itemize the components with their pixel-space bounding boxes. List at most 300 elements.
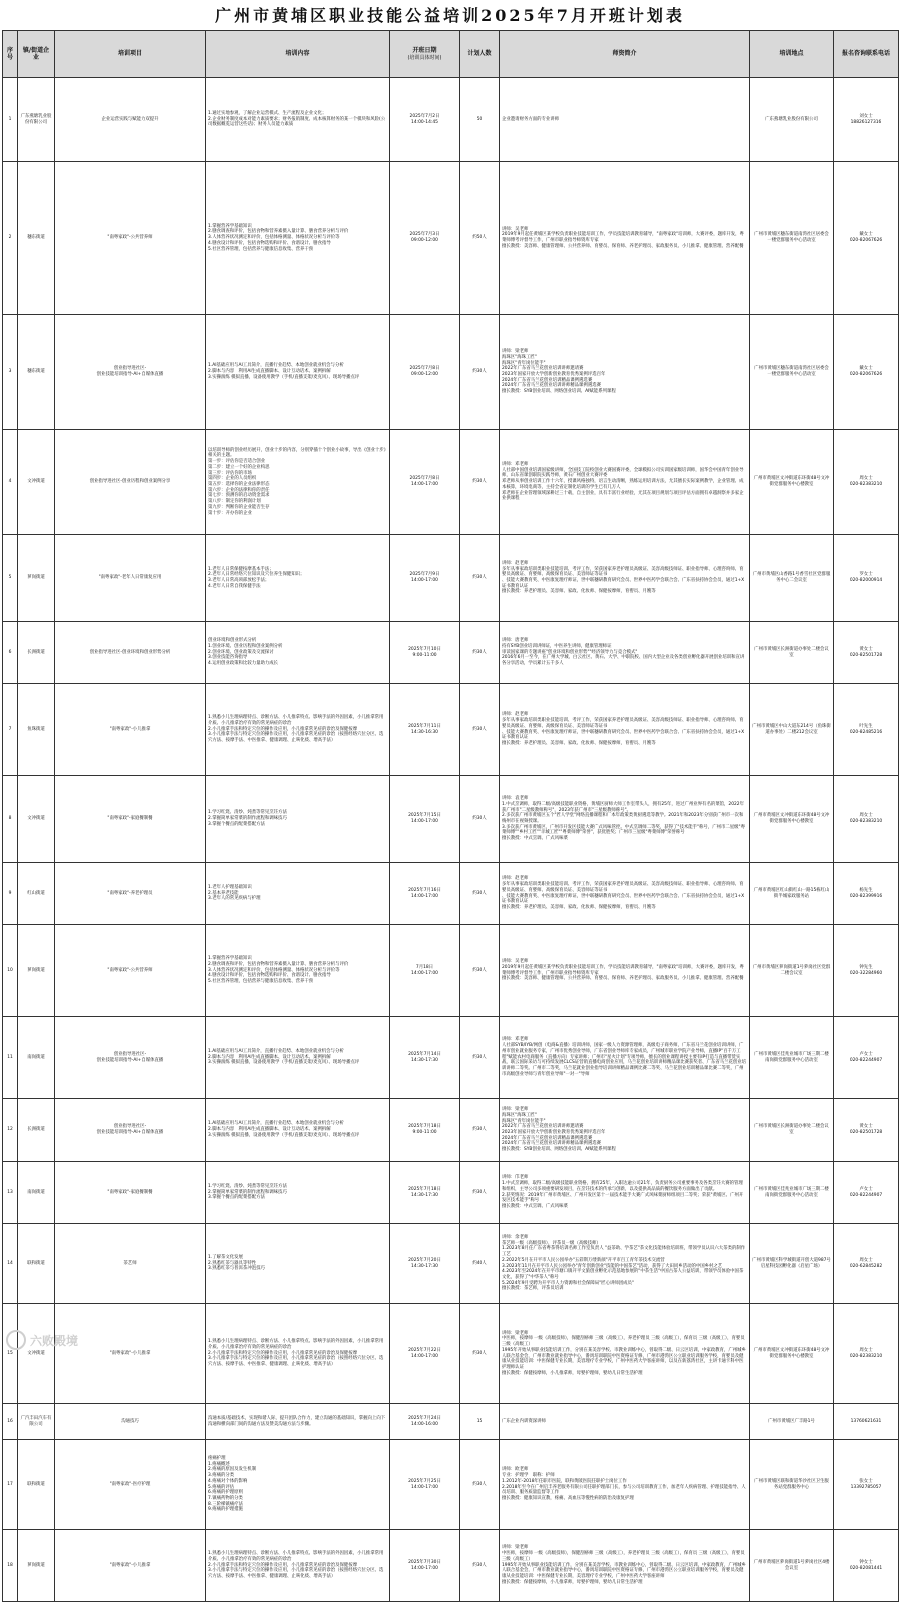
row-content-text: 1.熟悉小儿生理病理特点、诊断方法、小儿推拿特点、影响手法的外因因素，小儿推拿常用介质、小儿推拿治疗有效的常见病症的诊治 2.小儿推拿手法和特定穴位的操作及应用，小儿推拿常见症的诊治及保健按摩 3.小儿推拿手法与特定穴位的操作及应用，小儿推拿常见症的诊治（按照经络穴位分区、选穴方法、按摩手法、中医推拿、健康调理、止咳化痰、增高手法） <box>208 1339 384 1368</box>
row-content-text: 创业环境和创业形式分析 1.创业环境、创业历程和创业案例分析 2.创业环境、创业政策及交流探讨 3.创业技能咨询指导 4.运用创业政策和比较力量助力成长 <box>208 638 283 667</box>
row-date <box>390 1099 460 1162</box>
row-date <box>390 776 460 863</box>
row-count <box>460 1440 500 1530</box>
row-street <box>18 1162 55 1224</box>
row-project <box>55 1224 206 1304</box>
row-date <box>390 78 460 162</box>
row-no-text: 16 <box>7 1418 13 1424</box>
row-date-text: 2025年7月10日 9:00-11:00 <box>408 646 441 658</box>
row-street <box>18 684 55 776</box>
watermark-text: 六败殿境 <box>30 1333 79 1348</box>
row-no-text: 7 <box>8 726 12 732</box>
row-project-text: "南粤家政"-小儿推拿 <box>109 1350 151 1356</box>
row-teacher <box>500 1162 750 1224</box>
table-row <box>3 1099 899 1162</box>
row-place-text: 广州市黄埔区穗东街道南湾社区居委会一楼党群服务中心活动室 <box>754 232 829 243</box>
row-no <box>3 1404 18 1440</box>
row-teacher-text: 讲师：梁老师 中医师，按摩师 一级（高级技师），保健刮痧师 三级（高级工），养老护理员 三级（高级工），保育员 三级（高级工），育婴员 三级（高级工） 1995年开始从事职业技能培训工作，分别在某美容学校、市教业训练中心，曾取得二级、日云区培训，中家政教育，广州城乡人联合基金会，广州市教业就业指导中心，番禺培训职院中医资格证专修，广州市港湾区公立职业培训服务学校，育婴员及健康从业技能培训：中医保健专业长期，美容理疗专业学校，广州中医药大学客座讲师，以及在新荔湾社区，主讲卡通卡科中医护理师认证 擅长教授：保健按摩师，小儿推拿师，母婴护理师，婴幼儿日常生活护理 <box>502 1330 746 1376</box>
table-row <box>3 863 899 925</box>
row-street-text: 联和街道 <box>27 1260 45 1266</box>
header-date-main: 开班日期 <box>412 47 437 55</box>
row-content <box>206 1304 390 1404</box>
training-plan-table <box>2 30 899 1602</box>
row-content <box>206 1440 390 1530</box>
row-project-text: 创业指导进社区-创业环境和创业形势分析 <box>89 649 171 655</box>
row-teacher <box>500 1530 750 1602</box>
row-date-text: 2025年7月14日 14:30-17:30 <box>408 1051 441 1063</box>
row-contact <box>834 430 899 535</box>
row-place <box>750 622 834 684</box>
row-count <box>460 162 500 315</box>
row-count-text: 约30人 <box>472 967 487 973</box>
row-count <box>460 1530 500 1602</box>
row-contact <box>834 1162 899 1224</box>
row-count <box>460 535 500 622</box>
row-count-text: 50 <box>476 116 483 122</box>
row-street-text: 文冲街道 <box>27 479 45 485</box>
row-street-text: 南岗街道 <box>27 1189 45 1195</box>
row-count <box>460 78 500 162</box>
row-count-text: 约50人 <box>472 235 487 241</box>
row-street-text: 文冲街道 <box>27 816 45 822</box>
row-content-text: 1.掌握营养学基础知识 2.膳食调查和评价，包括食物和营养素摄入量计算、膳食营养分析与评价 3.人体营养状况测定和评价，包括体格测量、体格状况分析与评价等 4.膳食设计和评价，包括食物选购和评价、食谱设计、膳食指导 5.社区营养管理，包括营养与健康信息收集、营养干预 <box>208 223 349 252</box>
row-no-text: 13 <box>7 1189 13 1195</box>
row-project-text: "南粤家政"-小儿推拿 <box>109 726 151 732</box>
row-contact-text: 卢女士 020-82244907 <box>849 1186 883 1198</box>
row-no-text: 9 <box>8 890 12 896</box>
row-no <box>3 1162 18 1224</box>
header-teacher: 师资简介 <box>500 31 750 78</box>
table-row <box>3 684 899 776</box>
header-place: 培训地点 <box>750 31 834 78</box>
row-no-text: 17 <box>7 1481 13 1487</box>
row-teacher <box>500 622 750 684</box>
row-place <box>750 863 834 925</box>
row-content-text: 1.了解茶文化发展 2.熟悉红茶与器具等特性 3.熟悉红茶与普洱茶冲泡技巧 <box>208 1254 265 1272</box>
row-project <box>55 1440 206 1530</box>
row-contact <box>834 684 899 776</box>
row-date-text: 2025年7月16日 14:00-17:00 <box>408 887 441 899</box>
row-street <box>18 1440 55 1530</box>
row-content-text: 1.学习红烧、清炒、炖煮等常见烹饪方法 2.掌握简单家常菜的制作流程和调味技巧 3.掌握个餐点的配菜搭配方法 <box>208 1183 287 1201</box>
row-count-text: 15 <box>476 1418 483 1424</box>
row-contact <box>834 1530 899 1602</box>
row-street-text: 文冲街道 <box>27 1350 45 1356</box>
row-project-text: 创业指导进社区- 创业技能培训指导-AI+自媒体直播 <box>96 1051 164 1063</box>
row-content <box>206 1224 390 1304</box>
table-row <box>3 1304 899 1404</box>
row-place-text: 广州市黄埔区长洲街道办事处二楼会议室 <box>754 646 829 658</box>
row-count-text: 约30人 <box>472 890 487 896</box>
row-content <box>206 863 390 925</box>
row-count-text: 约30人 <box>472 726 487 732</box>
row-contact <box>834 1224 899 1304</box>
row-no <box>3 1017 18 1099</box>
row-contact <box>834 162 899 315</box>
row-content <box>206 535 390 622</box>
row-place-text: 广州市黄埔区中山大道东214号（鱼珠街道办事处）二楼212会议室 <box>752 723 831 735</box>
row-teacher-text: 讲师：赵老师 多年从事家政培训类职业技能培训、考评工作，荣获国家养老护理员高级证、美容高级技师证、职业指导师、心理咨询师、育婴员高级证、育婴师、高级保育员证、美容师证等证书 、技能大赛教育奖、中医康复理疗师证，世中联穗研教育研究会员、世界中医药学会联合会、广东省扶持协会会员，通过1+X证书教育认证 擅长教授：养老护理员、美容师、家政、化妆师、保健按摩师，育婴员、月嫂等 <box>502 712 745 746</box>
row-contact <box>834 1017 899 1099</box>
row-count-text: 约30人 <box>472 369 487 375</box>
row-teacher-text: 讲师：吴老师 2019年9月起任黄埔区某学校负责职业技能培训工作，学员技能培训教育辅导，"南粤家政"培训师，大赛评委，题库开发，粤菜师傅考评督导工作，广州市职业指导师资库专家 擅长教授：美容师、健康管理师、公共营养师、育婴员、保育师、养老护理员、家政服务员、小儿推拿、健康管理、营养配餐 <box>502 959 744 982</box>
row-contact <box>834 535 899 622</box>
row-teacher-text: 企业邀请财务方面的专业讲师 <box>502 116 560 122</box>
row-street <box>18 622 55 684</box>
row-teacher-text: 讲师：吴老师 2019年9月起任黄埔区某学校负责职业技能培训工作，学员技能培训教育辅导，"南粤家政"培训师，大赛评委，题库开发，粤菜师傅考评督导工作，广州市职业指导师资库专家 擅长教授：美容师、健康管理师、公共营养师、育婴员、保育师、养老护理员、家政服务员、小儿推拿、健康管理、营养配餐 <box>502 226 744 249</box>
row-teacher-text: 讲师：赵老师 多年从事家政培训类职业技能培训、考评工作，荣获国家养老护理员高级证、美容高级技师证、职业指导师、心理咨询师、育婴员高级证、育婴师、高级保育员证、美容师证等证书 、技能大赛教育奖、中医康复理疗师证，世中联穗研教育研究会员、世界中医药学会联合会、广东省扶持协会会员，通过1+X证书教育认证 擅长教授：养老护理员、美容师、家政、化妆师、保健按摩师，育婴员、月嫂等 <box>502 876 745 910</box>
row-project-text: "南粤家政"-医疗护理 <box>109 1481 151 1487</box>
row-teacher-text: 讲师：梁老师 中医师，按摩师 一级（高级技师），保健刮痧师 三级（高级工），养老护理员 三级（高级工），保育员 三级（高级工），育婴员 三级（高级工） 1995年开始从事职业技能培训工作，分别在某美容学校、市教业训练中心，曾取得二级、日云区培训，中家政教育，广州城乡人联合基金会，广州市教业就业指导中心，番禺培训职院中医资格证专修，广州市港湾区公立职业培训服务学校，育婴员及健康从业技能培训：中医保健专业长期，美容理疗专业学校，广州中医药大学客座讲师 擅长教授：保健按摩师，小儿推拿师，母婴护理师，婴幼儿日常生活护理 <box>502 1545 746 1585</box>
row-street-text: 长洲街道 <box>27 649 45 655</box>
row-count <box>460 1017 500 1099</box>
table-row <box>3 162 899 315</box>
row-project <box>55 1304 206 1404</box>
row-teacher-text: 广东企业内训资深讲师 <box>502 1418 546 1424</box>
row-teacher <box>500 863 750 925</box>
row-contact-text: 周女士 020-82383210 <box>849 813 883 824</box>
row-date <box>390 430 460 535</box>
row-date <box>390 1530 460 1602</box>
row-teacher-text: 讲师：唐老师 持有SYB创业培训讲师证，中医养生讲师，健康管理师证 审读国家课的专题讲座"创业环境和创业形势""经济领导力与竞合模式" 2016年6月一至今，在广州大学城、白云社区、黄石、大学、中职院校、国内大型企业及各类创业孵化器开展创业培训和宣讲各分享活动，学员累计五千多人 <box>502 638 745 667</box>
row-content <box>206 1162 390 1224</box>
row-date-text: 2025年7月8日 14:00-17:00 <box>409 476 440 487</box>
row-no-text: 10 <box>7 967 13 973</box>
row-date <box>390 863 460 925</box>
row-teacher <box>500 1440 750 1530</box>
row-date <box>390 684 460 776</box>
table-row <box>3 78 899 162</box>
header-content: 培训内容 <box>206 31 390 78</box>
row-count-text: 约30人 <box>472 816 487 822</box>
row-no <box>3 162 18 315</box>
row-no-text: 3 <box>8 369 12 375</box>
row-project <box>55 430 206 535</box>
row-no-text: 6 <box>8 649 12 655</box>
row-contact-text: 杨先生 020-82399916 <box>849 887 883 899</box>
row-place <box>750 315 834 430</box>
row-no <box>3 430 18 535</box>
row-count <box>460 1099 500 1162</box>
row-teacher <box>500 776 750 863</box>
row-street-text: 长洲街道 <box>27 1127 45 1133</box>
row-no <box>3 1304 18 1404</box>
row-teacher <box>500 1404 750 1440</box>
row-no-text: 18 <box>7 1562 13 1568</box>
row-content-text: 疼痛护理 1.疼痛概述 2.疼痛的原因及发生机制 3.疼痛的分类 4.疼痛对个体的影响 5.疼痛的评估 6.疼痛的护理原则 7.镇痛药物的分类 8.三阶梯镇痛疗法 9.疼痛的护理措施 <box>208 1455 257 1513</box>
row-place-text: 广州市黄埔区文冲街道东环街48号文冲街党群服务中心楼教室 <box>753 476 830 487</box>
row-date-text: 2025年7月22日 14:00-17:00 <box>408 1347 441 1359</box>
row-content <box>206 315 390 430</box>
row-date <box>390 535 460 622</box>
row-content-text: 1.通过实地参观，了解企业运营模式、生产流程及企业文化； 2.企业财务制度成本对能力素质要求；财务报销制度、成本核算财务的某一个模块和风险(公司数据概览运营这些话)；财务人员能力素质 <box>208 110 386 128</box>
row-no <box>3 1530 18 1602</box>
row-content-text: 1.学习红烧、清炒、炖煮等常见烹饪方法 2.掌握简单家常菜的制作流程和调味技巧 3.掌握个餐点的配菜搭配方法 <box>208 810 287 827</box>
row-contact-text: 黄女士 020-82501728 <box>849 1124 883 1135</box>
row-project <box>55 1162 206 1224</box>
row-date-text: 2025年7月2日 14:00-14:45 <box>409 113 440 125</box>
row-date-text: 2025年7月24日 14:00-16:00 <box>408 1415 441 1427</box>
row-contact-text: 钟女士 020-82081441 <box>849 1559 883 1571</box>
row-date-text: 2025年7月8日 09:00-12:00 <box>409 366 440 377</box>
row-date-text: 2025年7月18日 14:30-17:30 <box>408 1186 441 1198</box>
row-project <box>55 863 206 925</box>
row-date-text: 2025年7月15日 14:00-17:00 <box>408 813 441 824</box>
row-count <box>460 1404 500 1440</box>
row-street-text: 鱼珠街道 <box>27 726 45 732</box>
row-place <box>750 1304 834 1404</box>
row-place-text: 广州市黄埔区山香路1号香雪社区党群服务中心二会议室 <box>752 572 831 583</box>
row-project <box>55 162 206 315</box>
row-contact-text: 周女士 020-82383210 <box>849 476 883 487</box>
row-content <box>206 1099 390 1162</box>
row-no-text: 14 <box>7 1260 13 1266</box>
row-date-text: 2025年7月18日 9:00-11:00 <box>408 1124 441 1135</box>
row-count <box>460 1224 500 1304</box>
row-date <box>390 1224 460 1304</box>
row-contact <box>834 776 899 863</box>
row-street-text: 广汽丰田汽车有限公司 <box>20 1415 52 1427</box>
row-project-text: "南粤家政"-家庭餐制餐 <box>107 1189 153 1195</box>
row-street-text: 萝岗街道 <box>27 967 45 973</box>
table-row <box>3 776 899 863</box>
row-no-text: 1 <box>8 116 12 122</box>
row-street <box>18 1530 55 1602</box>
row-contact-text: 刘女士 18826127316 <box>850 113 882 125</box>
row-street-text: 联和街道 <box>27 1481 45 1487</box>
row-count-text: 约40人 <box>472 1260 487 1266</box>
row-teacher <box>500 315 750 430</box>
row-street <box>18 78 55 162</box>
row-content <box>206 684 390 776</box>
row-count-text: 约30人 <box>472 1127 487 1133</box>
row-project <box>55 315 206 430</box>
row-date <box>390 925 460 1017</box>
row-date-text: 2025年7月11日 14:30-16:30 <box>408 723 441 735</box>
row-no <box>3 776 18 863</box>
row-content <box>206 622 390 684</box>
row-street <box>18 162 55 315</box>
row-teacher <box>500 430 750 535</box>
row-contact-text: 叶先生 020-82485216 <box>849 723 883 735</box>
row-project <box>55 776 206 863</box>
row-street <box>18 863 55 925</box>
page-title: 广州市黄埔区职业技能公益培训2025年7月开班计划表 <box>215 6 685 25</box>
row-count <box>460 1304 500 1404</box>
header-contact: 报名咨询联系电话 <box>834 31 899 78</box>
row-date-text: 2025年7月3日 09:00-12:00 <box>409 232 440 243</box>
row-project-text: "南粤家政"-老年人日常康复应用 <box>98 575 162 581</box>
row-place <box>750 1099 834 1162</box>
row-no-text: 2 <box>8 235 12 241</box>
row-date <box>390 622 460 684</box>
row-place-text: 广州市黄埔区萝岗街道1号萝岗社区4楼会议室 <box>753 1559 830 1571</box>
table-row <box>3 622 899 684</box>
row-content <box>206 162 390 315</box>
row-place <box>750 1224 834 1304</box>
row-place <box>750 430 834 535</box>
row-content-text: 1.AI基础应用与AI工具简介，直播行业趋势、本地创业就业机会与分析 2.脚本与内容 利用AI生成直播脚本、设计互动话术、案例拆解 3.实操演练 模拟直播，设备使用教学（手机/直播支架/麦克风）、现场导播点评 <box>208 1121 360 1138</box>
row-count <box>460 1162 500 1224</box>
row-project-text: "南粤家政"-公共营养师 <box>107 967 153 973</box>
row-place-text: 广东燕塘乳业股份有限公司 <box>765 116 818 122</box>
row-street-text: 红山街道 <box>27 890 45 896</box>
row-project <box>55 1099 206 1162</box>
row-contact-text: 13760621631 <box>850 1418 882 1424</box>
header-street: 镇/街道企业 <box>18 31 55 78</box>
row-contact-text: 戴女士 020-82067626 <box>849 232 883 243</box>
row-street-text: 穗东街道 <box>27 235 45 241</box>
row-project <box>55 1404 206 1440</box>
row-count <box>460 925 500 1017</box>
row-project <box>55 535 206 622</box>
row-contact <box>834 1404 899 1440</box>
row-teacher-text: 讲师：邓老师 人社部SYB/IYB/网创（电商&直播）培训讲师，国家一级人力资源管理师，高级电子商务师，广东省马兰花创业培训讲师，广州市创业就业服务专家，广州市优秀创业导师，广东省创业导师库专家成员，广州城市职业学院产业导师，直播IP"百千万工程"赋能农村电商服务（直播方向）专家讲师；广州市"星火计划"专项导师，擅长的创业课程讲授主要有IP打造与直播带货实战，联云国际采访与可持续发展CLCS证营销直播电商创业应用，马兰花创业培训讲师精品课比赛获奖者、广东省马兰花创业培训讲师二等奖。广州市二等奖，马兰花就业创业指导培训讲师精品课例比赛二等奖、马兰花创业培训精品课比赛二等奖，广州市高级创业导师与青年创业导师"一对一"导师 <box>502 1037 747 1077</box>
row-teacher <box>500 1099 750 1162</box>
row-date-text: 7月18日 14:00-17:00 <box>411 964 438 976</box>
row-no <box>3 1440 18 1530</box>
table-row <box>3 925 899 1017</box>
row-content <box>206 78 390 162</box>
row-date-text: 2025年7月30日 14:00-17:00 <box>408 1559 441 1571</box>
row-place-text: 广州市黄埔区长洲街道办事处二楼会议室 <box>754 1124 829 1135</box>
header-date <box>390 31 460 78</box>
row-date-text: 2025年7月9日 14:00-17:00 <box>409 572 440 583</box>
row-street-text: 穗东街道 <box>27 369 45 375</box>
row-place-text: 广州市黄埔区广丰路1号 <box>768 1418 815 1424</box>
row-project-text: "南粤家政"-小儿推拿 <box>109 1562 151 1568</box>
row-place <box>750 776 834 863</box>
table-row <box>3 430 899 535</box>
row-no-text: 8 <box>8 816 12 822</box>
row-street <box>18 315 55 430</box>
row-content <box>206 1530 390 1602</box>
row-place <box>750 1017 834 1099</box>
row-date <box>390 1162 460 1224</box>
row-content <box>206 776 390 863</box>
row-contact <box>834 863 899 925</box>
table-header-row <box>3 31 899 78</box>
row-count-text: 约30人 <box>472 1054 487 1060</box>
row-content <box>206 1404 390 1440</box>
row-contact <box>834 1440 899 1530</box>
row-place-text: 广州市黄埔区佳兆业城市广场三期二楼南岗街党群服务中心活动室 <box>754 1186 829 1198</box>
row-contact <box>834 1304 899 1404</box>
row-content-text: 1.熟悉小儿生理病理特点、诊断方法、小儿推拿特点、影响手法的外因因素，小儿推拿常用介质、小儿推拿治疗有效的常见病症的诊治 2.小儿推拿手法和特定穴位的操作及应用，小儿推拿常见症的诊治及保健按摩 3.小儿推拿手法与特定穴位的操作及应用，小儿推拿常见症的诊治（按照经络穴位分区、选穴方法、按摩手法、中医推拿、健康调理、止咳化痰、增高手法） <box>208 1551 384 1580</box>
header-no: 序号 <box>3 31 18 78</box>
row-place-text: 广州市黄埔区文冲街道东环街48号文冲街党群服务中心楼教室 <box>753 813 830 824</box>
row-place <box>750 1162 834 1224</box>
row-street-text: 萝岗街道 <box>27 575 45 581</box>
row-date-text: 2025年7月20日 14:30-17:30 <box>408 1257 441 1269</box>
row-date <box>390 162 460 315</box>
row-contact-text: 卢女士 020-82244907 <box>849 1051 883 1063</box>
row-street <box>18 925 55 1017</box>
row-no-text: 15 <box>7 1350 13 1356</box>
row-place <box>750 162 834 315</box>
row-count-text: 约30人 <box>472 649 487 655</box>
row-project-text: "南粤家政"-家庭餐制餐 <box>107 816 153 822</box>
row-date <box>390 315 460 430</box>
row-count <box>460 622 500 684</box>
row-no <box>3 78 18 162</box>
row-content <box>206 925 390 1017</box>
row-project <box>55 1530 206 1602</box>
row-no <box>3 315 18 430</box>
table-row <box>3 1224 899 1304</box>
row-no-text: 4 <box>8 479 12 485</box>
row-teacher-text: 讲师：梁老师 海珠区"海珠工匠" 海珠区"青年岗位能手" 2022年广东省马兰花创业培训讲师邀请赛 2023年国家开放大学创新创业教育优秀案例评选百年 2024年广东省马兰花创业培训精品课例遴选赛 2024年广东省马兰花创业培训讲师精品课例遴选赛 擅长教授：SYB创业培训、网络创业培训、AI赋能系列课程 <box>502 1107 616 1153</box>
row-no <box>3 863 18 925</box>
row-count-text: 约30人 <box>472 1350 487 1356</box>
row-project-text: "南粤家政"-公共营养师 <box>107 235 153 241</box>
row-project-text: 沟通技巧 <box>121 1418 139 1424</box>
row-contact-text: 戴女士 020-82067626 <box>849 366 883 377</box>
row-project-text: 创业指导进社区- 创业技能培训指导-AI+自媒体直播 <box>96 366 164 377</box>
table-row <box>3 1017 899 1099</box>
row-contact <box>834 622 899 684</box>
row-count <box>460 776 500 863</box>
row-count <box>460 315 500 430</box>
row-count-text: 约30人 <box>472 575 487 581</box>
row-place <box>750 1440 834 1530</box>
row-count-text: 约30人 <box>472 1189 487 1195</box>
row-project <box>55 622 206 684</box>
row-project-text: 企业运营实践与赋能力双提升 <box>101 116 159 122</box>
row-content-text: 1.AI基础应用与AI工具简介，直播行业趋势、本地创业就业机会与分析 2.脚本与内容 利用AI生成直播脚本、设计互动话术、案例拆解 3.实操演练 模拟直播，设备使用教学（手机/直播支架/麦克风）、现场导播点评 <box>208 1048 360 1066</box>
row-project-text: "南粤家政"-养老护理员 <box>107 890 153 896</box>
row-contact <box>834 1099 899 1162</box>
row-place-text: 广州市黄埔区红山街红山一路15栋红山街半城家政服务站 <box>753 887 830 899</box>
row-teacher <box>500 535 750 622</box>
row-content-text: 1.老年人日常保健按摩基本手法； 2.老年人日常经络穴位知识及穴位养生保健知识； 3.老年人日常高颈部放松手法； 4.老年人日常自我保健手法 <box>208 566 305 589</box>
table-row <box>3 1530 899 1602</box>
table-row <box>3 535 899 622</box>
row-place <box>750 925 834 1017</box>
row-place-text: 广州市黄埔区联和街道华沙社区卫生服务站党群服务中心 <box>754 1478 829 1490</box>
row-place-text: 广州市黄埔区穗东街道南湾社区居委会一楼党群服务中心活动室 <box>754 366 829 377</box>
row-content <box>206 1017 390 1099</box>
row-street <box>18 535 55 622</box>
row-contact-text: 罗女士 020-82000914 <box>849 572 883 583</box>
row-date <box>390 1404 460 1440</box>
row-project <box>55 925 206 1017</box>
row-contact <box>834 78 899 162</box>
row-street-text: 南岗街道 <box>27 1054 45 1060</box>
row-teacher-text: 讲师：梁老师 海珠区"海珠工匠" 海珠区"青年岗位能手" 2022年广东省马兰花创业培训讲师邀请赛 2023年国家开放大学创新创业教育优秀案例评选百年 2024年广东省马兰花创业培训精品课例遴选赛 2024年广东省马兰花创业培训讲师精品课例遴选赛 擅长教授：SYB创业培训、网络创业培训、AI赋能系列课程 <box>502 349 616 395</box>
row-project <box>55 684 206 776</box>
row-count <box>460 430 500 535</box>
row-no <box>3 622 18 684</box>
row-street <box>18 1017 55 1099</box>
row-contact-text: 黄女士 020-82501728 <box>849 646 883 658</box>
row-place-text: 广州市黄埔区佳兆业城市广场三期二楼南岗街党群服务中心活动室 <box>754 1051 829 1063</box>
row-count-text: 约30人 <box>472 1481 487 1487</box>
row-project <box>55 1017 206 1099</box>
row-teacher <box>500 162 750 315</box>
row-teacher <box>500 78 750 162</box>
row-no <box>3 1099 18 1162</box>
row-place <box>750 535 834 622</box>
row-street-text: 广东燕塘乳业股份有限公司 <box>20 113 52 125</box>
row-project-text: 创业指导进社区-创业历程和创业案例分享 <box>89 479 171 485</box>
row-content-text: 1.掌握营养学基础知识 2.膳食调查和评价，包括食物和营养素摄入量计算、膳食营养分析与评价 3.人体营养状况测定和评价，包括体格测量、体格状况分析与评价等 4.膳食设计和评价，包括食物选购和评价、食谱设计、膳食指导 5.社区营养管理，包括营养与健康信息收集、营养干预 <box>208 956 349 985</box>
row-content-text: 1.熟悉小儿生理病理特点、诊断方法、小儿推拿特点、影响手法的外因因素，小儿推拿常用介质、小儿推拿治疗有效的常见病症的诊治 2.小儿推拿手法和特定穴位的操作及应用，小儿推拿常见症的诊治及保健按摩 3.小儿推拿手法与特定穴位的操作及应用，小儿推拿常见症的诊治（按照经络穴位分区、选穴方法、按摩手法、中医推拿、健康调理、止咳化痰、增高手法） <box>208 715 384 744</box>
row-teacher <box>500 925 750 1017</box>
row-contact-text: 周女士 020-82383210 <box>849 1347 883 1359</box>
row-teacher-text: 讲师：袁老师 1.中式烹调师，取得二级/高级技能职业资格，黄埔区厨师大师工作室带头人，拥有25年，进过广州业界有名的菜馆，2022年获广州市"二星级教师称号"，2023年获广州市"三星级教师称号"。 2.多次获广州市黄埔区五个"匠人学堂"网络直播课程和厂本年政策类黄厨遴选等教学。2021年和2023年分别获广州市一次和梅州市在视频授课。 3.多次获广州市黄埔区，广州市开发区技能大赛广式风味管控。中式烹调师二等奖，获得了"技术能手"称号，广州市二星级"粤菜师傅""乡村工匠""羊城工匠""粤菜师傅"荣誉"，获优胜奖；广州市三星级"粤菜师傅"荣誉称号 擅长教授：中式烹调、广式风味菜 <box>502 796 745 842</box>
row-contact <box>834 315 899 430</box>
